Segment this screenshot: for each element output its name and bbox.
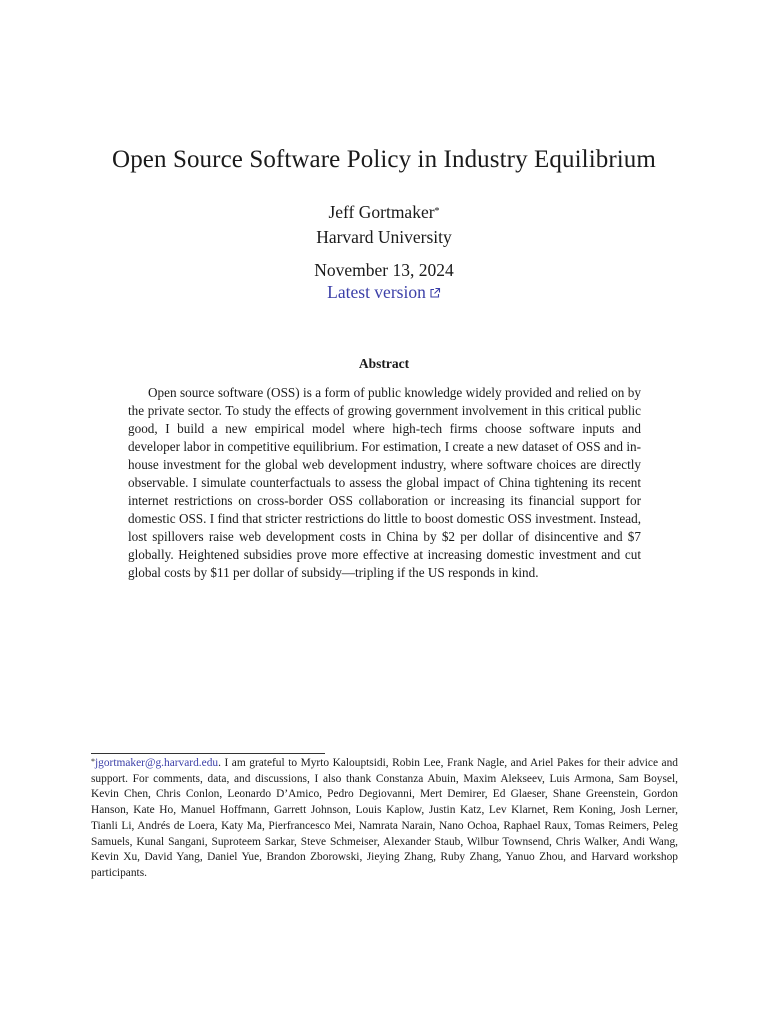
footnote-rule [91,753,325,754]
paper-title: Open Source Software Policy in Industry Equilibrium [112,146,656,173]
author-affiliation: Harvard University [316,227,452,247]
author-name: Jeff Gortmaker [328,202,435,222]
abstract-heading: Abstract [358,356,410,371]
date-block [0,259,768,303]
latest-version-line [0,281,768,303]
footnote-text: . I am grateful to Myrto Kalouptsidi, Robin Lee, Frank Nagle, and Ariel Pakes for their advice and support. For comments, data, and discussions, I also thank Constanza Abuin, Maxim Alekseev, Luis Armona, Sam Boysel, Kevin Chen, Chris Conlon, Leonardo D’Amico, Pedro Degiovanni, Mert Demirer, Ed Glaeser, Shane Greenstein, Gordon Hanson, Kate Ho, Manuel Hoffmann, Garrett Johnson, Louis Kaplow, Justin Katz, Lev Klarnet, Rem Koning, Josh Lerner, Tianli Li, Andrés de Loera, Katy Ma, Pierfrancesco Mei, Namrata Narain, Nano Ochoa, Raphael Raux, Tomas Reimers, Peleg Samuels, Kunal Sangani, Suproteem Sarkar, Steve Schmeiser, Alexander Staub, Wilbur Townsend, Chris Walker, Andi Wang, Kevin Xu, David Yang, Daniel Yue, Brandon Zborowski, Jieying Zhang, Ruby Zhang, Yanuo Zhou, and Harvard workshop participants. [91,757,678,879]
footnote-mark: * [91,757,95,766]
paper-date: November 13, 2024 [314,260,454,280]
external-link-icon [429,287,441,299]
latest-version-link[interactable] [327,282,441,302]
latest-version-label: Latest version [327,282,426,302]
footnote [91,756,678,882]
author-footnote-mark[interactable]: * [434,206,440,217]
author-block [0,200,768,250]
abstract-text: Open source software (OSS) is a form of public knowledge widely provided and relied on by the private sector. To study the effects of growing government involvement in this critical public good, I build a new empirical model where high-tech firms choose software inputs and developer labor in competitive equilibrium. For estimation, I create a new dataset of OSS and in-house investment for the global web development industry, where software choices are directly observable. I simulate counterfactuals to assess the global impact of China tightening its recent internet restrictions on cross-border OSS collaboration or increasing its financial support for domestic OSS. I find that stricter restrictions do little to boost domestic OSS investment. Instead, lost spillovers raise web development costs in China by $2 per dollar of disincentive and $7 globally. Heightened subsidies prove more effective at increasing domestic investment and cut global costs by $11 per dollar of subsidy—tripling if the US responds in kind. [128,385,641,580]
author-line [0,200,768,225]
author-email-link[interactable]: jgortmaker@g.harvard.edu [95,757,219,769]
